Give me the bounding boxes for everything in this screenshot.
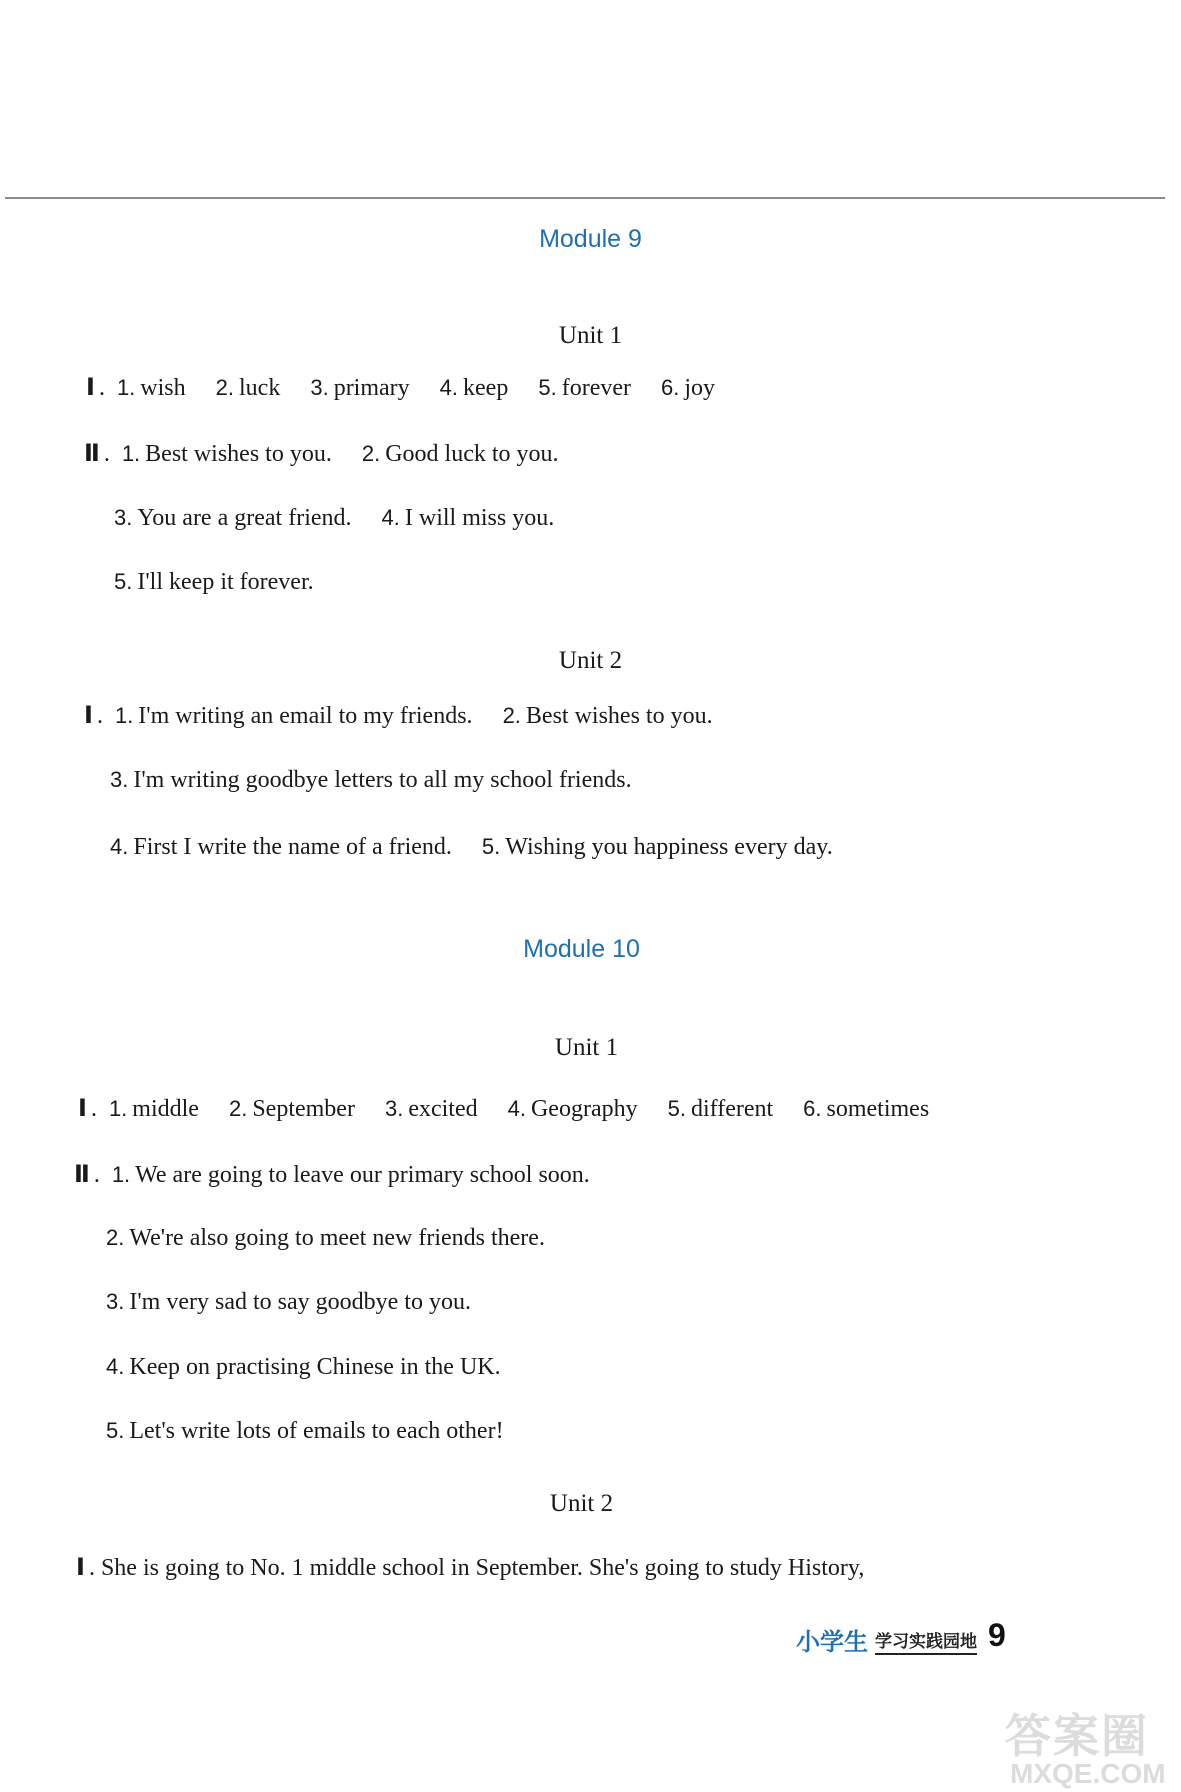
answer-item: 5. I'll keep it forever. xyxy=(114,569,314,595)
m10-u1-part2-line-2 xyxy=(106,1225,569,1252)
roman-numeral: Ⅰ xyxy=(86,374,95,401)
m9-u1-part1-line: Ⅰ . 1. wish 2. luck 3. primary 4. keep 5. forever 6. joy xyxy=(86,374,716,401)
watermark-logo: 答案圈 xyxy=(1005,1709,1149,1763)
m10-u1-part2-line-4 xyxy=(106,1354,525,1381)
answer-item: 3. I'm very sad to say goodbye to you. xyxy=(106,1289,471,1315)
m10-u1-part2-line-3 xyxy=(106,1289,495,1316)
m10-u2-part1-line: Ⅰ . She is going to No. 1 middle school in September. She's going to study History, xyxy=(76,1554,865,1581)
answer-item: 1. We are going to leave our primary school soon. xyxy=(111,1162,590,1188)
watermark-url: MXQE.COM xyxy=(1010,1758,1166,1789)
answer-item: 4. keep xyxy=(439,375,509,401)
answer-item: 2. Best wishes to you. xyxy=(502,703,713,729)
m9-u2-part1-line-2 xyxy=(110,767,656,794)
answer-item: 1. Best wishes to you. xyxy=(121,441,332,467)
answer-item: 1. wish xyxy=(116,375,186,401)
roman-numeral: Ⅰ xyxy=(84,702,93,729)
m10-u1-part2-line-5 xyxy=(106,1418,528,1445)
module-10-unit-2-title: Unit 2 xyxy=(549,1490,614,1517)
answer-item: 3. excited xyxy=(384,1096,478,1122)
answer-item: 5. Wishing you happiness every day. xyxy=(481,834,833,860)
module-10-unit-1-title: Unit 1 xyxy=(554,1034,619,1061)
module-9-unit-1-title: Unit 1 xyxy=(558,322,623,349)
passage-text: She is going to No. 1 middle school in September. She's going to study History, xyxy=(100,1555,865,1581)
answer-item: 2. Good luck to you. xyxy=(361,441,559,467)
footer-subtitle: 学习实践园地 xyxy=(875,1627,977,1655)
answer-item: 6. joy xyxy=(660,375,716,401)
answer-item: 3. You are a great friend. xyxy=(114,505,352,531)
answer-item: 2. luck xyxy=(215,375,281,401)
answer-item: 3. I'm writing goodbye letters to all my school friends. xyxy=(110,767,632,793)
answer-item: 4. Keep on practising Chinese in the UK. xyxy=(106,1354,501,1380)
answer-item: 1. middle xyxy=(108,1096,199,1122)
page-number: 9 xyxy=(988,1617,1006,1653)
m9-u1-part2-line-3 xyxy=(114,569,338,596)
answer-item: 5. forever xyxy=(538,375,631,401)
module-9-unit-2-title: Unit 2 xyxy=(558,647,623,674)
answer-item: 4. I will miss you. xyxy=(381,505,555,531)
footer-brand: 小学生 xyxy=(796,1628,868,1656)
answer-item: 6. sometimes xyxy=(803,1096,930,1122)
header-rule xyxy=(5,197,1165,199)
m9-u2-part1-line-3 xyxy=(110,834,857,861)
m10-u1-part2-line-1: Ⅱ . 1. We are going to leave our primary school soon. xyxy=(74,1161,590,1188)
module-10-title: Module 10 xyxy=(523,935,640,963)
answer-item: 4. First I write the name of a friend. xyxy=(110,834,452,860)
m10-u1-part1-line: Ⅰ . 1. middle 2. September 3. excited 4. Geography 5. different 6. sometimes xyxy=(78,1095,930,1122)
answer-item: 4. Geography xyxy=(507,1096,638,1122)
m9-u1-part2-line-1: Ⅱ . 1. Best wishes to you. 2. Good luck to you. xyxy=(84,440,559,467)
roman-numeral: Ⅱ xyxy=(74,1161,90,1188)
answer-item: 5. Let's write lots of emails to each other! xyxy=(106,1418,504,1444)
m9-u1-part2-line-2 xyxy=(114,505,578,532)
roman-numeral: Ⅰ xyxy=(76,1554,85,1581)
roman-numeral: Ⅱ xyxy=(84,440,100,467)
module-9-title: Module 9 xyxy=(539,225,642,253)
answer-item: 5. different xyxy=(667,1096,774,1122)
roman-numeral: Ⅰ xyxy=(78,1095,87,1122)
m9-u2-part1-line-1: Ⅰ . 1. I'm writing an email to my friends. 2. Best wishes to you. xyxy=(84,702,713,729)
answer-item: 3. primary xyxy=(310,375,410,401)
answer-item: 2. September xyxy=(228,1096,355,1122)
answer-item: 2. We're also going to meet new friends there. xyxy=(106,1225,545,1251)
answer-item: 1. I'm writing an email to my friends. xyxy=(114,703,473,729)
